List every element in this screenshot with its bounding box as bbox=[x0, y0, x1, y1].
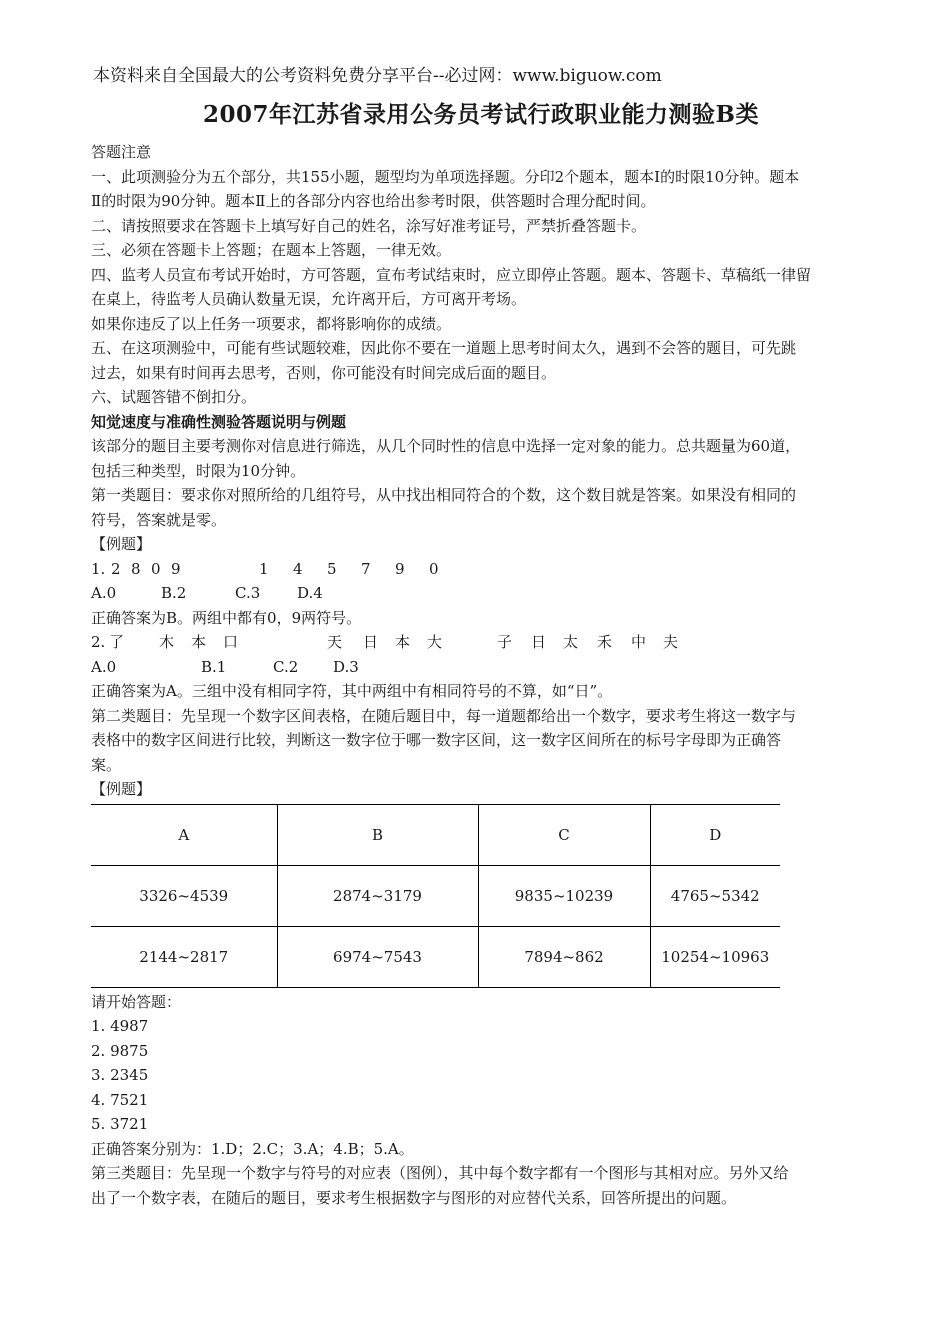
question-item: 1. 4987 bbox=[91, 1017, 149, 1035]
type1-description: 符号，答案就是零。 bbox=[91, 510, 227, 529]
option: A.0 bbox=[91, 657, 117, 676]
symbol: 本 bbox=[191, 633, 207, 651]
table-cell: 4765~5342 bbox=[650, 865, 780, 926]
document-page bbox=[91, 64, 871, 1210]
option: D.4 bbox=[297, 584, 323, 602]
symbol: 0 bbox=[151, 559, 161, 578]
table-cell: 2874~3179 bbox=[277, 865, 478, 926]
notice-heading: 答题注意 bbox=[91, 143, 152, 161]
example-label: 【例题】 bbox=[91, 780, 152, 798]
example1-symbols bbox=[91, 557, 871, 582]
notice-paragraph: 二、请按照要求在答题卡上填写好自己的姓名，涂写好准考证号，严禁折叠答题卡。 bbox=[91, 216, 647, 235]
table-row bbox=[91, 865, 780, 926]
notice-paragraph: 四、监考人员宣布考试开始时，方可答题，宣布考试结束时，应立即停止答题。题本、答题卡、草稿纸一律留 bbox=[91, 265, 812, 284]
table-cell: 9835~10239 bbox=[478, 865, 650, 926]
symbol: 1 bbox=[259, 559, 269, 578]
table-header-cell: A bbox=[91, 804, 277, 865]
notice-paragraph: 过去，如果有时间再去思考，否则，你可能没有时间完成后面的题目。 bbox=[91, 363, 557, 382]
section-intro: 该部分的题目主要考测你对信息进行筛选，从几个同时性的信息中选择一定对象的能力。总共题量为60道， bbox=[91, 437, 801, 455]
table-row bbox=[91, 926, 780, 987]
section-heading: 知觉速度与准确性测验答题说明与例题 bbox=[91, 412, 347, 431]
example-label: 【例题】 bbox=[91, 535, 152, 553]
example2-options bbox=[91, 655, 871, 680]
symbol: 了 bbox=[109, 633, 125, 651]
type2-description: 表格中的数字区间进行比较，判断这一数字位于哪一数字区间，这一数字区间所在的标号字母即为正确答 bbox=[91, 731, 782, 749]
notice-paragraph: 五、在这项测验中，可能有些试题较难，因此你不要在一道题上思考时间太久，遇到不会答的题目，可先跳 bbox=[91, 339, 797, 357]
option: D.3 bbox=[333, 657, 359, 676]
symbol: 太 bbox=[563, 633, 579, 651]
example1-options bbox=[91, 581, 871, 606]
symbol: 2 bbox=[111, 559, 121, 578]
question-item: 4. 7521 bbox=[91, 1090, 149, 1109]
option: A.0 bbox=[91, 584, 117, 602]
example2-number: 2. bbox=[91, 633, 106, 651]
option: B.2 bbox=[161, 584, 187, 602]
symbol: 子 bbox=[497, 633, 513, 651]
example1-number: 1. bbox=[91, 559, 106, 578]
symbol: 大 bbox=[427, 633, 443, 651]
example1-answer: 正确答案为B。两组中都有0，9两符号。 bbox=[91, 608, 362, 627]
source-line: 本资料来自全国最大的公考资料免费分享平台--必过网：www.biguow.com bbox=[93, 66, 662, 86]
option: C.3 bbox=[235, 584, 261, 602]
table-header-cell: C bbox=[478, 804, 650, 865]
symbol: 9 bbox=[171, 559, 181, 578]
symbol: 8 bbox=[131, 559, 141, 578]
answers-line: 正确答案分别为：1.D；2.C；3.A；4.B；5.A。 bbox=[91, 1139, 414, 1158]
symbol: 本 bbox=[395, 633, 411, 651]
notice-paragraph: 一、此项测验分为五个部分，共155小题，题型均为单项选择题。分印2个题本，题本Ⅰ的时限10分钟。题本 bbox=[91, 167, 800, 186]
notice-paragraph: 六、试题答错不倒扣分。 bbox=[91, 388, 257, 406]
table-cell: 10254~10963 bbox=[650, 926, 780, 987]
symbol: 禾 bbox=[597, 633, 613, 651]
example2-symbols bbox=[91, 630, 871, 655]
type2-description: 第二类题目：先呈现一个数字区间表格，在随后题目中，每一道题都给出一个数字，要求考生将这一数字与 bbox=[91, 706, 797, 725]
symbol: 天 bbox=[327, 633, 343, 651]
type3-description: 第三类题目：先呈现一个数字与符号的对应表（图例），其中每个数字都有一个图形与其相对应。另外又给 bbox=[91, 1164, 789, 1182]
table-cell: 3326~4539 bbox=[91, 865, 277, 926]
section-intro: 包括三种类型，时限为10分钟。 bbox=[91, 461, 306, 480]
symbol: 5 bbox=[327, 559, 337, 578]
symbol: 木 bbox=[159, 633, 175, 651]
question-item: 3. 2345 bbox=[91, 1066, 149, 1084]
symbol: 日 bbox=[531, 633, 547, 651]
notice-paragraph: 在桌上，待监考人员确认数量无误，允许离开后，方可离开考场。 bbox=[91, 290, 527, 308]
symbol: 4 bbox=[293, 559, 303, 578]
range-table bbox=[91, 804, 780, 988]
symbol: 9 bbox=[395, 559, 405, 578]
option: C.2 bbox=[273, 657, 299, 676]
table-cell: 6974~7543 bbox=[277, 926, 478, 987]
example2-answer: 正确答案为A。三组中没有相同字符，其中两组中有相同符号的不算，如“日”。 bbox=[91, 682, 613, 700]
document-title: 2007年江苏省录用公务员考试行政职业能力测验B类 bbox=[203, 101, 759, 128]
table-header-cell: D bbox=[650, 804, 780, 865]
notice-paragraph: 三、必须在答题卡上答题；在题本上答题，一律无效。 bbox=[91, 241, 452, 259]
table-cell: 2144~2817 bbox=[91, 926, 277, 987]
symbol: 口 bbox=[223, 633, 239, 651]
table-header-cell: B bbox=[277, 804, 478, 865]
option: B.1 bbox=[201, 657, 227, 676]
notice-paragraph: Ⅱ的时限为90分钟。题本Ⅱ上的各部分内容也给出参考时限，供答题时合理分配时间。 bbox=[91, 192, 656, 210]
symbol: 7 bbox=[361, 559, 371, 578]
table-header-row bbox=[91, 804, 780, 865]
notice-paragraph: 如果你违反了以上任务一项要求，都将影响你的成绩。 bbox=[91, 314, 452, 333]
table-cell: 7894~862 bbox=[478, 926, 650, 987]
type2-description: 案。 bbox=[91, 755, 122, 774]
question-item: 2. 9875 bbox=[91, 1041, 149, 1060]
question-item: 5. 3721 bbox=[91, 1115, 149, 1133]
start-prompt: 请开始答题： bbox=[91, 992, 182, 1011]
symbol: 中 bbox=[631, 633, 647, 651]
type3-description: 出了一个数字表，在随后的题目，要求考生根据数字与图形的对应替代关系，回答所提出的问题。 bbox=[91, 1188, 737, 1207]
symbol: 0 bbox=[429, 559, 439, 578]
type1-description: 第一类题目：要求你对照所给的几组符号，从中找出相同符合的个数，这个数目就是答案。如果没有相同的 bbox=[91, 486, 797, 504]
symbol: 日 bbox=[363, 633, 379, 651]
symbol: 夫 bbox=[663, 633, 679, 651]
